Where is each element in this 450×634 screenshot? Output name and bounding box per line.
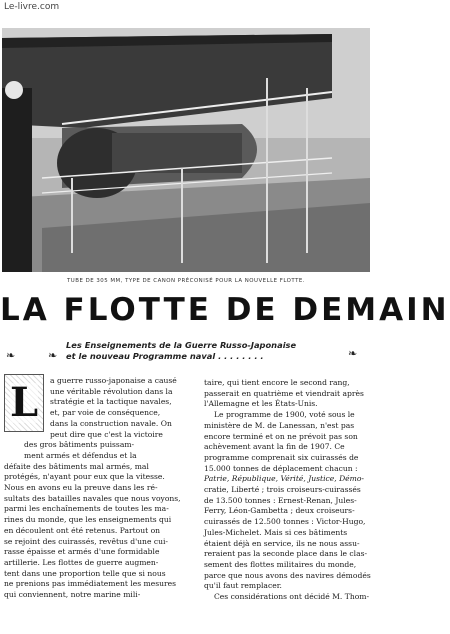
text-line: Ferry, Léon-Gambetta ; deux croiseurs-: [204, 506, 355, 516]
text-line: ment armés et défendus et la: [24, 450, 137, 460]
text-line: parmi les enchaînements de toutes les ma-: [4, 504, 169, 514]
text-line: se rejoint des cuirassés, revêtus d'une cui-: [4, 536, 168, 546]
text-line: en découlent ont été retenus. Partout on: [4, 525, 161, 535]
text-line: Patrie, République, Vérité, Justice, Démo-: [204, 474, 365, 484]
text-line: achèvement avant la fin de 1907. Ce: [204, 442, 345, 452]
article-headline: LA FLOTTE DE DEMAIN: [0, 292, 450, 328]
text-line: encore terminé et on ne prévoit pas son: [204, 431, 358, 441]
ship-deck-illustration: [2, 28, 370, 272]
text-line: passerait en quatrième et viendrait après: [204, 388, 364, 398]
text-line: Ces considérations ont décidé M. Thom-: [214, 592, 370, 602]
text-line: ministère de M. de Lanessan, n'est pas: [204, 420, 355, 430]
text-line: sultats des batailles navales que nous voyons,: [4, 493, 181, 503]
text-line: l'Allemagne et les États-Unis.: [204, 399, 318, 409]
subtitle-dots: . . . . . . . .: [218, 351, 264, 361]
drop-cap-letter: L: [9, 379, 39, 426]
text-line: des gros bâtiments puissam-: [24, 440, 135, 450]
text-line: cuirassés de 12.500 tonnes : Victor-Hugo,: [204, 517, 366, 527]
text-line: une véritable révolution dans la: [50, 386, 173, 396]
text-line: peut dire que c'est la victoire: [50, 429, 163, 439]
article-subtitle: [66, 340, 346, 362]
article-column-right: [204, 378, 374, 603]
watermark: Le-livre.com: [4, 2, 60, 12]
text-line: Jules-Michelet. Mais si ces bâtiments: [204, 527, 348, 537]
text-line: qui conviennent, notre marine mili-: [4, 590, 141, 600]
text-line: programme comprenait six cuirassés de: [204, 452, 359, 462]
fleuron-ornament-icon: ❧: [348, 347, 358, 360]
text-line: défaite des bâtiments mal armés, mal: [4, 461, 149, 471]
text-line: stratégie et la tactique navales,: [50, 397, 172, 407]
subtitle-line: et le nouveau Programme naval . . . . . . . .: [66, 351, 264, 361]
text-line: cratie, Liberté ; trois croiseurs-cuirassés: [204, 485, 361, 495]
text-line: protégés, n'ayant pour eux que la vitesse.: [4, 472, 165, 482]
text-line: reraient pas la seconde place dans le clas-: [204, 549, 368, 559]
text-line: rasse épaisse et armés d'une formidable: [4, 547, 160, 557]
fleuron-ornament-icon: ❧: [6, 349, 16, 362]
ship-deck-photo: [2, 28, 370, 272]
text-line: 15.000 tonnes de déplacement chacun :: [204, 463, 358, 473]
text-line: Nous en avons eu la preuve dans les ré-: [4, 483, 158, 493]
text-line: artillerie. Les flottes de guerre augmen-: [4, 557, 159, 567]
subtitle-line: Les Enseignements de la Guerre Russo-Japonaise: [66, 340, 297, 350]
fleuron-ornament-icon: ❧: [48, 349, 58, 362]
text-line: tent dans une proportion telle que si nous: [4, 568, 166, 578]
text-line: taire, qui tient encore le second rang,: [204, 378, 350, 387]
photo-caption: TUBE DE 305 MM, TYPE DE CANON PRÉCONISÉ POUR LA NOUVELLE FLOTTE.: [67, 278, 305, 284]
text-line: ne prenions pas immédiatement les mesures: [4, 579, 177, 589]
text-line: Le programme de 1900, voté sous le: [214, 410, 355, 420]
text-line: étaient déjà en service, ils ne nous assu-: [204, 538, 360, 548]
article-column-left: [4, 376, 192, 601]
text-line: et, par voie de conséquence,: [50, 408, 161, 418]
text-line: a guerre russo-japonaise a causé: [50, 376, 177, 385]
text-line: dans la construction navale. On: [50, 418, 172, 428]
text-line: rines du monde, que les enseignements qui: [4, 515, 172, 525]
text-line: qu'il faut remplacer.: [204, 581, 282, 591]
text-line: de 13.500 tonnes : Ernest-Renan, Jules-: [204, 495, 357, 505]
text-line: sement des flottes militaires du monde,: [204, 559, 357, 569]
text-line: parce que nous avons des navires démodés: [204, 570, 371, 580]
